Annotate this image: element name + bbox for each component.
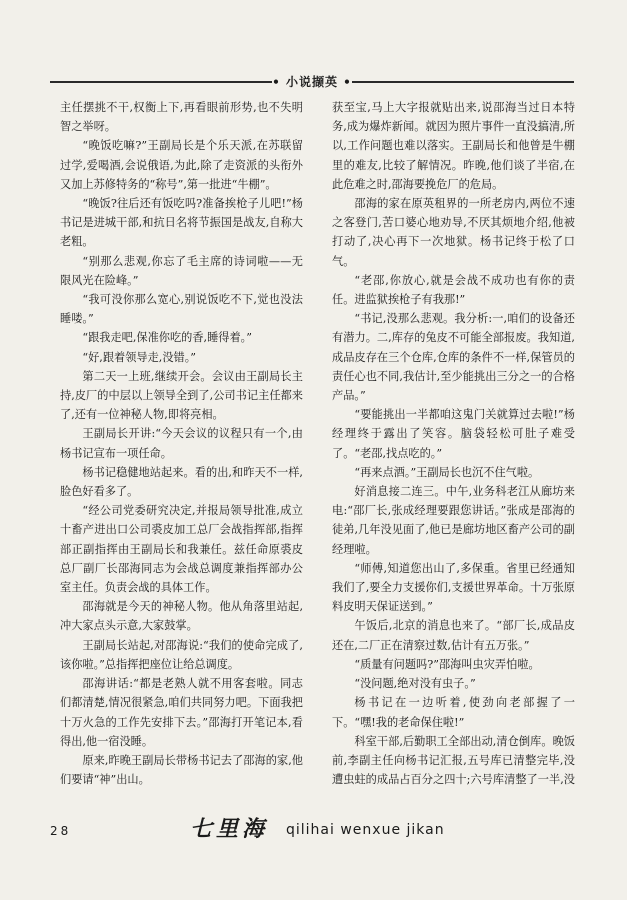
paragraph: “晚饭吃嘛?”王副局长是个乐天派,在苏联留过学,爱喝酒,会说俄语,为此,除了走资派的头衔外又加上苏修特务的“称号”,第一批进“牛棚”。 — [60, 139, 303, 191]
paragraph: “师傅,知道您出山了,多保重。省里已经通知我们了,要全力支援你们,支援世界革命。十万张原料皮明天保证送到。” — [332, 561, 575, 614]
paragraph: 获至宝,马上大字报就贴出来,说邵海当过日本特务,成为爆炸新闻。就因为照片事件一直没搞清,所以,工作问题也难以落实。王副局长和他曾是牛棚里的难友,比较了解情况。昨晚,他们谈了半宿,在此危难之时,邵海要挽危厂的危局。 — [332, 101, 575, 191]
magazine-brand: 七里海 — [190, 816, 269, 842]
paragraph: “晚饭?往后还有饭吃吗?准备挨枪子儿吧!”杨书记是进城干部,和抗日名将节振国是战友,自称大老粗。 — [60, 197, 303, 249]
paragraph: 第二天一上班,继续开会。会议由王副局长主持,皮厂的中层以上领导全到了,公司书记主任都来了,还有一位神秘人物,即将亮相。 — [60, 369, 303, 422]
paragraph: “我可没你那么宽心,别说饭吃不下,觉也没法睡喽。” — [60, 293, 303, 326]
paragraph: “别那么悲观,你忘了毛主席的诗词啦——无限风光在险峰。” — [60, 254, 303, 287]
paragraph: 好消息接二连三。中午,业务科老江从廊坊来电:“邵厂长,张成经理要跟您讲话。”张成是邵海的徒弟,几年没见面了,他已是廊坊地区畜产公司的副经理啦。 — [332, 485, 575, 556]
header-rule-left — [50, 81, 272, 83]
paragraph: “再来点酒。”王副局长也沉不住气啦。 — [354, 465, 540, 479]
text-column-right — [332, 98, 575, 788]
paragraph: “跟我走吧,保准你吃的香,睡得着。” — [82, 331, 252, 345]
paragraph: 杨书记稳健地站起来。看的出,和昨天不一样,脸色好看多了。 — [60, 465, 303, 499]
paragraph: “质量有问题吗?”邵海叫虫灾弄怕啦。 — [354, 657, 540, 671]
magazine-brand-latin: qilihai wenxue jikan — [286, 822, 445, 838]
paragraph: “要能挑出一半都咱这鬼门关就算过去啦!”杨经理终于露出了笑容。脑袋轻松可肚子难受了。“老邵,找点吃的。” — [332, 408, 575, 460]
paragraph: 科室干部,后勤职工全部出动,清仓倒库。晚饭前,李副主任向杨书记汇报,五号库已清整完毕,没遭虫蛀的成品占百分之四十;六号库清整了一半,没 — [332, 734, 575, 787]
paragraph: 杨书记在一边听着,使劲向老部握了一下。“嘿!我的老命保住啦!” — [332, 696, 575, 729]
paragraph: 邵海的家在原英租界的一所老房内,两位不速之客登门,苦口婆心地劝导,不厌其烦地介绍,他被打动了,决心再下一次地狱。杨书记终于松了口气。 — [332, 197, 575, 268]
paragraph: “好,跟着领导走,没错。” — [82, 350, 197, 364]
paragraph: 午饭后,北京的消息也来了。“部厂长,成品皮还在,二厂正在清察过数,估计有五万张。” — [332, 619, 575, 652]
paragraph: 邵海就是今天的神秘人物。他从角落里站起,冲大家点头示意,大家鼓掌。 — [60, 600, 303, 633]
paragraph: 王副局长开讲:“今天会议的议程只有一个,由杨书记宣布一项任命。 — [60, 427, 303, 460]
page-number: 28 — [50, 824, 72, 838]
section-title: • 小说撷英 • — [272, 75, 352, 89]
paragraph: “没问题,绝对没有虫子。” — [354, 677, 476, 691]
paragraph: “老邵,你放心,就是会战不成功也有你的责任。进监狱挨枪子有我那!” — [332, 273, 575, 307]
paragraph: “书记,没那么悲观。我分析:一,咱们的设备还有潜力。二,库存的兔皮不可能全部报废。我知道,成品皮存在三个仓库,仓库的条件不一样,保管员的责任心也不同,我估计,至少能挑出三分之一的合格产品。” — [332, 312, 575, 403]
paragraph: 王副局长站起,对邵海说:“我们的使命完成了,该你啦。”总指挥把座位让给总调度。 — [60, 638, 303, 671]
paragraph: 邵海讲话:“都是老熟人就不用客套啦。同志们都清楚,情况很紧急,咱们共同努力吧。下面我把十万火急的工作先安排下去。”邵海打开笔记本,看得出,他一宿没睡。 — [60, 677, 303, 748]
text-column-left — [60, 98, 303, 788]
paragraph: “经公司党委研究决定,并报局领导批准,成立十畜产进出口公司裘皮加工总厂会战指挥部,指挥部正副指挥由王副局长和我兼任。兹任命原裘皮总厂副厂长邵海同志为会战总调度兼指挥部办公室主任。负责会战的具体工作。 — [60, 504, 303, 595]
paragraph: 主任摆挑不干,权衡上下,再看眼前形势,也不失明智之举呀。 — [60, 101, 303, 134]
header-rule-right — [352, 81, 574, 83]
paragraph: 原来,昨晚王副局长带杨书记去了邵海的家,他们要请“神”出山。 — [60, 753, 303, 787]
